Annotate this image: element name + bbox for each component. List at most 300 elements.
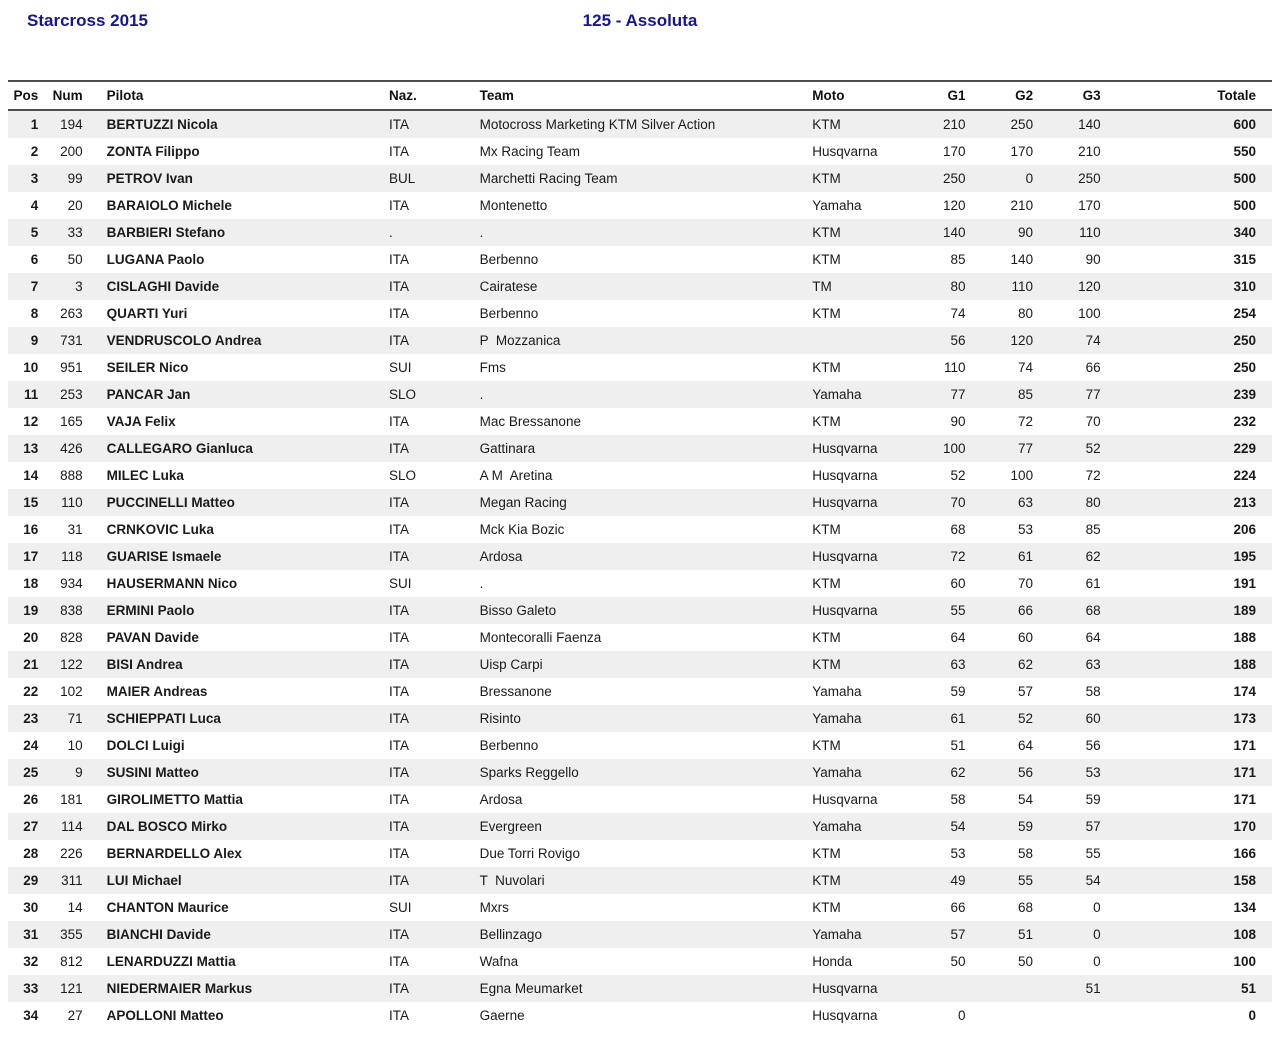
cell-totale: 500 (1233, 198, 1256, 213)
cell-g3: 57 (1085, 819, 1101, 834)
cell-moto: Husqvarna (812, 603, 878, 618)
cell-naz: ITA (388, 657, 409, 672)
cell-pos: 10 (23, 360, 39, 375)
cell-totale: 315 (1233, 252, 1256, 267)
cell-num: 226 (60, 846, 83, 861)
cell-num: 31 (67, 522, 83, 537)
table-row (8, 813, 1272, 840)
cell-g3: 55 (1085, 846, 1101, 861)
table-row (8, 651, 1272, 678)
cell-team: Fms (479, 360, 506, 375)
cell-naz: ITA (388, 252, 409, 267)
cell-naz: SUI (388, 360, 412, 375)
cell-g2: 170 (1010, 144, 1034, 159)
cell-naz: ITA (388, 441, 409, 456)
cell-team: . (479, 387, 484, 402)
cell-g3: 60 (1085, 711, 1101, 726)
cell-moto: KTM (812, 738, 841, 753)
cell-g3: 70 (1085, 414, 1101, 429)
cell-num: 114 (61, 819, 83, 834)
cell-totale: 340 (1233, 225, 1256, 240)
cell-g2: 110 (1011, 279, 1034, 294)
cell-g1: 72 (950, 549, 966, 564)
cell-team: Montecoralli Faenza (479, 630, 602, 645)
cell-g1 (935, 975, 967, 1002)
cell-totale: 108 (1233, 927, 1256, 942)
cell-moto: Yamaha (812, 819, 862, 834)
cell-team: Berbenno (479, 252, 539, 267)
cell-moto: Husqvarna (812, 144, 878, 159)
cell-moto: KTM (812, 630, 841, 645)
cell-g1: 66 (950, 900, 966, 915)
cell-totale: 254 (1233, 306, 1256, 321)
cell-totale: 500 (1233, 171, 1256, 186)
cell-team: Wafna (479, 954, 519, 969)
table-row (8, 678, 1272, 705)
cell-g3: 66 (1085, 360, 1101, 375)
cell-g2: 61 (1018, 549, 1034, 564)
cell-totale: 224 (1233, 468, 1256, 483)
cell-g2: 58 (1018, 846, 1034, 861)
cell-totale: 232 (1233, 414, 1256, 429)
cell-g3: 58 (1085, 684, 1101, 699)
cell-pos: 19 (23, 603, 39, 618)
cell-totale: 213 (1233, 495, 1256, 510)
column-header-pilota: Pilota (87, 81, 383, 110)
cell-pos: 16 (23, 522, 39, 537)
cell-num: 888 (60, 468, 83, 483)
cell-totale: 100 (1233, 954, 1256, 969)
cell-team: Risinto (479, 711, 521, 726)
cell-g2: 52 (1018, 711, 1034, 726)
cell-pos: 31 (23, 927, 39, 942)
table-row (8, 516, 1272, 543)
cell-g1: 100 (943, 441, 966, 456)
cell-g3: 68 (1085, 603, 1101, 618)
cell-totale: 239 (1233, 387, 1256, 402)
cell-totale: 250 (1233, 360, 1256, 375)
cell-naz: ITA (388, 144, 409, 159)
cell-naz: ITA (388, 738, 409, 753)
cell-pos: 20 (23, 630, 39, 645)
cell-pilota: CHANTON Maurice (106, 900, 229, 915)
cell-naz: ITA (388, 414, 409, 429)
table-row (8, 273, 1272, 300)
table-row (8, 192, 1272, 219)
cell-naz: SUI (388, 576, 412, 591)
table-row (8, 867, 1272, 894)
table-row (8, 921, 1272, 948)
cell-moto: KTM (812, 252, 841, 267)
class-title: 125 - Assoluta (582, 11, 698, 30)
cell-pilota: BIANCHI Davide (106, 927, 211, 942)
cell-totale: 550 (1233, 144, 1256, 159)
cell-pos: 1 (30, 117, 39, 132)
cell-g1: 77 (950, 387, 966, 402)
cell-naz: ITA (388, 1008, 409, 1023)
cell-g2: 62 (1018, 657, 1034, 672)
cell-pilota: BARAIOLO Michele (106, 198, 232, 213)
cell-g3: 54 (1085, 873, 1101, 888)
cell-g1: 210 (943, 117, 966, 132)
cell-totale: 134 (1233, 900, 1256, 915)
cell-naz: ITA (388, 333, 409, 348)
cell-g2: 0 (1025, 171, 1034, 186)
cell-num: 71 (67, 711, 83, 726)
cell-pos: 33 (23, 981, 39, 996)
cell-num: 33 (67, 225, 83, 240)
table-row (8, 624, 1272, 651)
cell-num: 181 (60, 792, 83, 807)
cell-naz: SLO (388, 387, 416, 402)
column-header-g2: G2 (968, 81, 1036, 110)
cell-num: 102 (60, 684, 83, 699)
cell-num: 731 (60, 333, 83, 348)
cell-num: 263 (60, 306, 83, 321)
cell-pos: 11 (23, 387, 39, 402)
table-row (8, 246, 1272, 273)
table-row (8, 975, 1272, 1002)
cell-g3: 80 (1085, 495, 1101, 510)
cell-moto: Yamaha (812, 387, 862, 402)
cell-g1: 140 (943, 225, 966, 240)
cell-team: Mx Racing Team (479, 144, 580, 159)
cell-g1: 52 (950, 468, 966, 483)
cell-naz: ITA (388, 198, 409, 213)
cell-team: Bressanone (479, 684, 552, 699)
table-row (8, 543, 1272, 570)
results-table (8, 80, 1272, 1029)
cell-moto: Husqvarna (812, 441, 878, 456)
cell-g2: 66 (1018, 603, 1034, 618)
cell-num: 3 (75, 279, 83, 294)
cell-pilota: GIROLIMETTO Mattia (106, 792, 243, 807)
cell-num: 50 (67, 252, 83, 267)
cell-g2: 90 (1018, 225, 1034, 240)
cell-g3: 140 (1078, 117, 1101, 132)
cell-team: Cairatese (479, 279, 538, 294)
cell-moto: Husqvarna (812, 495, 878, 510)
cell-num: 27 (67, 1008, 83, 1023)
cell-pos: 30 (23, 900, 39, 915)
table-row (8, 110, 1272, 138)
cell-g2: 55 (1018, 873, 1034, 888)
cell-totale: 191 (1233, 576, 1256, 591)
cell-g1: 50 (950, 954, 966, 969)
cell-g1: 63 (950, 657, 966, 672)
table-body (8, 110, 1272, 1029)
cell-pilota: GUARISE Ismaele (106, 549, 222, 564)
cell-naz: ITA (388, 522, 409, 537)
cell-pos: 26 (23, 792, 39, 807)
cell-pilota: CRNKOVIC Luka (106, 522, 214, 537)
cell-g1: 60 (950, 576, 966, 591)
cell-pos: 5 (30, 225, 39, 240)
cell-g2: 100 (1010, 468, 1034, 483)
table-header (8, 81, 1272, 110)
cell-g2: 63 (1018, 495, 1034, 510)
cell-num: 253 (60, 387, 83, 402)
cell-team: T Nuvolari (479, 873, 545, 888)
table-row (8, 570, 1272, 597)
cell-moto: KTM (812, 225, 841, 240)
cell-pilota: NIEDERMAIER Markus (106, 981, 253, 996)
cell-g2: 74 (1018, 360, 1034, 375)
cell-g1: 64 (950, 630, 966, 645)
cell-moto: Yamaha (812, 684, 862, 699)
cell-g2: 210 (1010, 198, 1034, 213)
table-row (8, 408, 1272, 435)
cell-g1: 250 (943, 171, 966, 186)
table-row (8, 300, 1272, 327)
cell-pos: 8 (30, 306, 39, 321)
cell-pilota: SEILER Nico (106, 360, 189, 375)
cell-moto: KTM (812, 117, 841, 132)
cell-g1: 49 (950, 873, 966, 888)
cell-g1: 110 (944, 360, 966, 375)
cell-pilota: DAL BOSCO Mirko (106, 819, 228, 834)
cell-pilota: VENDRUSCOLO Andrea (106, 333, 262, 348)
cell-pilota: PUCCINELLI Matteo (106, 495, 235, 510)
cell-g1: 51 (950, 738, 966, 753)
cell-pos: 14 (23, 468, 39, 483)
cell-pilota: LENARDUZZI Mattia (106, 954, 236, 969)
cell-g2: 60 (1018, 630, 1034, 645)
cell-pilota: BERTUZZI Nicola (106, 117, 218, 132)
cell-g3: 100 (1078, 306, 1101, 321)
cell-pilota: MILEC Luka (106, 468, 184, 483)
cell-num: 951 (60, 360, 83, 375)
cell-g3: 250 (1078, 171, 1101, 186)
cell-pos: 12 (23, 414, 39, 429)
cell-moto (806, 327, 935, 354)
cell-num: 355 (60, 927, 83, 942)
cell-team: Egna Meumarket (479, 981, 583, 996)
cell-g3: 90 (1085, 252, 1101, 267)
header-row (8, 81, 1272, 110)
cell-g1: 120 (943, 198, 966, 213)
cell-pilota: PANCAR Jan (106, 387, 191, 402)
cell-totale: 171 (1233, 792, 1256, 807)
cell-g3: 62 (1085, 549, 1101, 564)
cell-pilota: BARBIERI Stefano (106, 225, 226, 240)
cell-naz: BUL (388, 171, 416, 186)
column-header-moto: Moto (806, 81, 935, 110)
cell-pilota: CISLAGHI Davide (106, 279, 220, 294)
cell-g3: 77 (1085, 387, 1101, 402)
table-row (8, 489, 1272, 516)
table-row (8, 840, 1272, 867)
cell-g1: 59 (950, 684, 966, 699)
cell-g3: 64 (1085, 630, 1101, 645)
cell-naz: ITA (388, 306, 409, 321)
cell-num: 118 (61, 549, 83, 564)
cell-naz: ITA (388, 873, 409, 888)
cell-pilota: SUSINI Matteo (106, 765, 199, 780)
cell-moto: KTM (812, 522, 841, 537)
cell-moto: KTM (812, 900, 841, 915)
cell-naz: ITA (388, 603, 409, 618)
cell-team: Marchetti Racing Team (479, 171, 618, 186)
cell-totale: 250 (1233, 333, 1256, 348)
cell-moto: Yamaha (812, 711, 862, 726)
cell-team: Berbenno (479, 306, 539, 321)
cell-g2: 64 (1018, 738, 1034, 753)
cell-num: 165 (60, 414, 83, 429)
cell-naz: ITA (388, 684, 409, 699)
cell-g3: 0 (1093, 900, 1101, 915)
cell-team: Mxrs (479, 900, 509, 915)
table-row (8, 948, 1272, 975)
cell-g3: 53 (1085, 765, 1101, 780)
cell-g3: 52 (1085, 441, 1101, 456)
cell-naz: ITA (388, 927, 409, 942)
cell-num: 121 (60, 981, 83, 996)
cell-team: Bellinzago (479, 927, 542, 942)
event-title: Starcross 2015 (27, 11, 148, 30)
cell-moto: Honda (812, 954, 853, 969)
cell-naz: ITA (388, 279, 409, 294)
cell-g1: 68 (950, 522, 966, 537)
cell-num: 122 (60, 657, 83, 672)
cell-g2: 57 (1018, 684, 1034, 699)
cell-g3: 72 (1085, 468, 1101, 483)
cell-g3: 56 (1085, 738, 1101, 753)
cell-pilota: QUARTI Yuri (106, 306, 188, 321)
cell-moto: KTM (812, 306, 841, 321)
cell-totale: 189 (1233, 603, 1256, 618)
cell-num: 812 (60, 954, 83, 969)
cell-g1: 55 (950, 603, 966, 618)
cell-moto: Husqvarna (812, 549, 878, 564)
cell-pos: 32 (23, 954, 39, 969)
cell-totale: 174 (1233, 684, 1256, 699)
cell-g2: 72 (1018, 414, 1034, 429)
cell-g1: 170 (943, 144, 966, 159)
table-row (8, 1002, 1272, 1029)
cell-g1: 70 (950, 495, 966, 510)
cell-moto: Husqvarna (812, 792, 878, 807)
cell-num: 426 (60, 441, 83, 456)
cell-totale: 171 (1233, 738, 1256, 753)
cell-pilota: DOLCI Luigi (106, 738, 185, 753)
cell-pilota: HAUSERMANN Nico (106, 576, 238, 591)
cell-moto: Husqvarna (812, 981, 878, 996)
cell-g1: 62 (950, 765, 966, 780)
cell-pilota: MAIER Andreas (106, 684, 208, 699)
cell-g3: 63 (1085, 657, 1101, 672)
cell-g2: 51 (1018, 927, 1034, 942)
cell-num: 20 (67, 198, 83, 213)
cell-g3: 51 (1085, 981, 1101, 996)
cell-pos: 34 (23, 1008, 39, 1023)
cell-num: 838 (60, 603, 83, 618)
cell-g2 (968, 975, 1036, 1002)
table-row (8, 327, 1272, 354)
table-row (8, 894, 1272, 921)
cell-pos: 23 (23, 711, 39, 726)
cell-naz: SUI (388, 900, 412, 915)
cell-pos: 9 (30, 333, 39, 348)
column-header-pos: Pos (8, 81, 42, 110)
cell-team: Motocross Marketing KTM Silver Action (479, 117, 716, 132)
cell-g1: 57 (950, 927, 966, 942)
cell-pilota: BERNARDELLO Alex (106, 846, 242, 861)
cell-num: 110 (61, 495, 83, 510)
cell-num: 311 (61, 873, 83, 888)
cell-pilota: LUGANA Paolo (106, 252, 205, 267)
table-row (8, 732, 1272, 759)
cell-team: Gattinara (479, 441, 536, 456)
cell-g2: 120 (1010, 333, 1034, 348)
cell-totale: 206 (1233, 522, 1256, 537)
cell-g3: 74 (1085, 333, 1101, 348)
cell-totale: 51 (1240, 981, 1256, 996)
cell-team: Evergreen (479, 819, 542, 834)
cell-pilota: ZONTA Filippo (106, 144, 200, 159)
cell-num: 99 (67, 171, 83, 186)
cell-g3 (1035, 1002, 1103, 1029)
cell-pos: 25 (23, 765, 39, 780)
table-row (8, 165, 1272, 192)
cell-totale: 195 (1233, 549, 1256, 564)
cell-team: Sparks Reggello (479, 765, 579, 780)
cell-moto: KTM (812, 171, 841, 186)
cell-totale: 166 (1233, 846, 1256, 861)
cell-naz: ITA (388, 792, 409, 807)
cell-g3: 170 (1078, 198, 1101, 213)
cell-moto: KTM (812, 657, 841, 672)
cell-pilota: CALLEGARO Gianluca (106, 441, 253, 456)
cell-g2: 77 (1018, 441, 1034, 456)
cell-team: Ardosa (479, 792, 523, 807)
cell-pos: 21 (23, 657, 39, 672)
cell-moto: TM (812, 279, 832, 294)
cell-g2: 80 (1018, 306, 1034, 321)
cell-g3: 0 (1093, 954, 1101, 969)
table-row (8, 462, 1272, 489)
cell-pos: 3 (30, 171, 39, 186)
cell-g3: 120 (1078, 279, 1101, 294)
column-header-num: Num (42, 81, 86, 110)
table-row (8, 435, 1272, 462)
column-header-naz: Naz. (383, 81, 474, 110)
cell-moto: KTM (812, 360, 841, 375)
cell-g2: 59 (1018, 819, 1034, 834)
cell-moto: Yamaha (812, 198, 862, 213)
cell-pilota: PAVAN Davide (106, 630, 199, 645)
cell-pos: 24 (23, 738, 39, 753)
cell-team: Gaerne (479, 1008, 525, 1023)
cell-g1: 90 (950, 414, 966, 429)
cell-team: Berbenno (479, 738, 539, 753)
cell-g2 (968, 1002, 1036, 1029)
cell-g1: 58 (950, 792, 966, 807)
cell-team: Uisp Carpi (479, 657, 543, 672)
cell-naz: SLO (388, 468, 416, 483)
cell-naz: ITA (388, 765, 409, 780)
table-row (8, 219, 1272, 246)
cell-g3: 85 (1085, 522, 1101, 537)
cell-team: Montenetto (479, 198, 548, 213)
table-row (8, 597, 1272, 624)
cell-moto: Husqvarna (812, 468, 878, 483)
cell-pos: 6 (30, 252, 39, 267)
cell-totale: 0 (1248, 1008, 1256, 1023)
cell-num: 14 (67, 900, 83, 915)
cell-pos: 22 (23, 684, 39, 699)
cell-pos: 4 (30, 198, 39, 213)
